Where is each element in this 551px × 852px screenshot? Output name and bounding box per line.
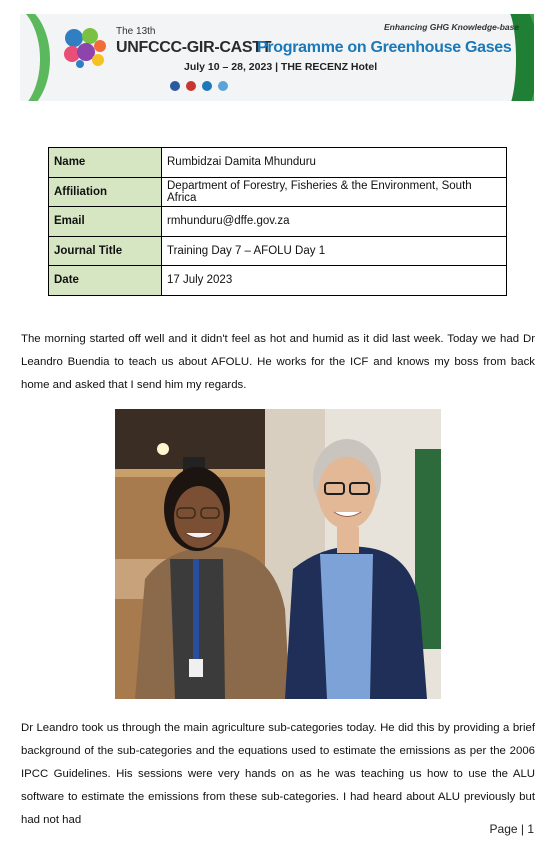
sponsor-logo-icon (170, 81, 180, 91)
banner-dates-venue: July 10 – 28, 2023 | THE RECENZ Hotel (184, 61, 378, 73)
sponsor-logo-icon (202, 81, 212, 91)
body-paragraph-1: The morning started off well and it didn't feel as hot and humid as it did last week. Today we had Dr Leandro Buendia to teach us about AFOLU. He works for the ICF and knows my boss from back home and asked that I send him my regards. (21, 333, 535, 391)
sponsor-logo-icon (186, 81, 196, 91)
row-label: Affiliation (49, 177, 162, 207)
table-row (49, 266, 507, 296)
row-value: Rumbidzai Damita Mhunduru (162, 148, 507, 178)
table-row (49, 207, 507, 237)
row-value: rmhunduru@dffe.gov.za (162, 207, 507, 237)
row-label: Name (49, 148, 162, 178)
row-value: Department of Forestry, Fisheries & the Environment, South Africa (162, 177, 507, 207)
banner-programme: Programme on Greenhouse Gases (257, 39, 512, 56)
sponsor-logos (170, 81, 228, 91)
row-label: Date (49, 266, 162, 296)
un-logo-icon (218, 81, 228, 91)
banner-org: UNFCCC-GIR-CASTT (116, 39, 272, 56)
row-label: Email (49, 207, 162, 237)
row-value: 17 July 2023 (162, 266, 507, 296)
banner-tagline: Enhancing GHG Knowledge-base (384, 22, 520, 32)
body-paragraph-2: Dr Leandro took us through the main agriculture sub-categories today. He did this by providing a brief background of the sub-categories and the equations used to estimate the emissions as per the 2006 IPCC Guidelines. His sessions were very hands on as he was teaching us how to use the ALU software to estimate the emissions from these sub-categories. I had heard about ALU previously but had not had (21, 722, 535, 826)
banner-edition: The 13th (116, 26, 156, 37)
journal-info-table (48, 147, 507, 296)
page-number: Page | 1 (489, 822, 534, 836)
puzzle-logo-icon (60, 26, 108, 70)
table-row (49, 148, 507, 178)
row-value: Training Day 7 – AFOLU Day 1 (162, 236, 507, 266)
table-row (49, 236, 507, 266)
table-row (49, 177, 507, 207)
group-photo (115, 409, 441, 699)
row-label: Journal Title (49, 236, 162, 266)
header-banner (20, 14, 534, 101)
